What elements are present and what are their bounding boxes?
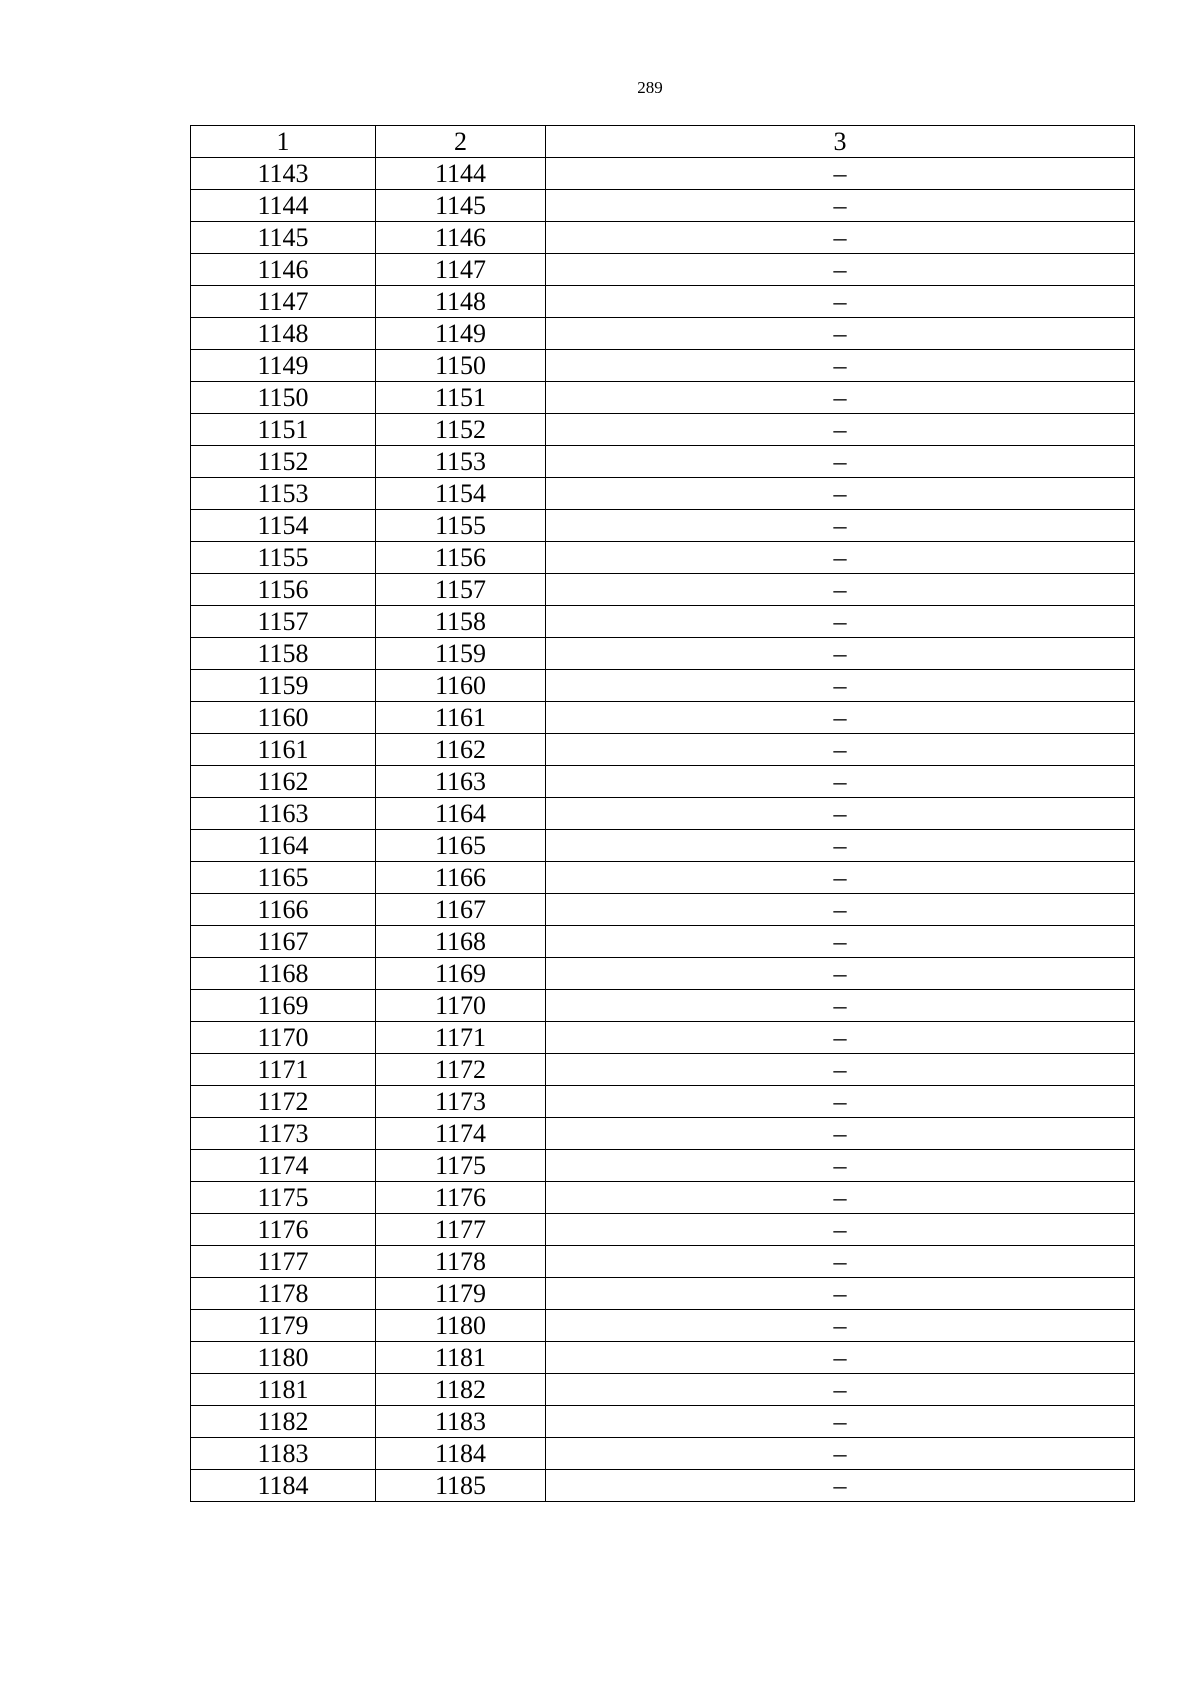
table-cell-col3: –	[546, 158, 1135, 190]
table-row	[191, 1086, 1135, 1118]
table-cell-col2: 1167	[376, 894, 546, 926]
table-cell-col1: 1182	[191, 1406, 376, 1438]
table-cell-col3: –	[546, 382, 1135, 414]
table-cell-col3: –	[546, 862, 1135, 894]
page-number: 289	[637, 78, 663, 97]
table-cell-col3: –	[546, 1054, 1135, 1086]
table-cell-col1: 1144	[191, 190, 376, 222]
table-cell-col1: 1149	[191, 350, 376, 382]
table-cell-col3: –	[546, 478, 1135, 510]
table-cell-col1: 1175	[191, 1182, 376, 1214]
table-cell-col2: 1146	[376, 222, 546, 254]
table-cell-col1: 1176	[191, 1214, 376, 1246]
table-cell-col2: 1155	[376, 510, 546, 542]
table-cell-col3: –	[546, 1246, 1135, 1278]
table-cell-col1: 1178	[191, 1278, 376, 1310]
table-cell-col3: –	[546, 414, 1135, 446]
table-row	[191, 1022, 1135, 1054]
data-table	[190, 125, 1135, 1502]
table-cell-col2: 1157	[376, 574, 546, 606]
header-cell-col1: 1	[191, 126, 376, 158]
table-cell-col1: 1181	[191, 1374, 376, 1406]
table-row	[191, 254, 1135, 286]
header-cell-col3: 3	[546, 126, 1135, 158]
table-row	[191, 1182, 1135, 1214]
table-cell-col3: –	[546, 1022, 1135, 1054]
table-cell-col2: 1158	[376, 606, 546, 638]
table-cell-col2: 1166	[376, 862, 546, 894]
table-cell-col2: 1184	[376, 1438, 546, 1470]
table-cell-col1: 1148	[191, 318, 376, 350]
table-row	[191, 350, 1135, 382]
table-cell-col2: 1154	[376, 478, 546, 510]
table-cell-col1: 1162	[191, 766, 376, 798]
table-cell-col3: –	[546, 1374, 1135, 1406]
table-row	[191, 1278, 1135, 1310]
table-cell-col2: 1144	[376, 158, 546, 190]
table-cell-col3: –	[546, 1086, 1135, 1118]
table-row	[191, 158, 1135, 190]
table-cell-col1: 1168	[191, 958, 376, 990]
table-cell-col2: 1152	[376, 414, 546, 446]
table-cell-col1: 1151	[191, 414, 376, 446]
table-cell-col3: –	[546, 1214, 1135, 1246]
table-body	[191, 158, 1135, 1502]
table-row	[191, 862, 1135, 894]
table-cell-col2: 1147	[376, 254, 546, 286]
table-cell-col3: –	[546, 766, 1135, 798]
table-cell-col1: 1156	[191, 574, 376, 606]
table-cell-col1: 1174	[191, 1150, 376, 1182]
table-row	[191, 958, 1135, 990]
table-row	[191, 702, 1135, 734]
table-cell-col1: 1172	[191, 1086, 376, 1118]
table-cell-col3: –	[546, 1470, 1135, 1502]
table-cell-col1: 1152	[191, 446, 376, 478]
table-row	[191, 1246, 1135, 1278]
table-row	[191, 1310, 1135, 1342]
table-cell-col3: –	[546, 1278, 1135, 1310]
table-cell-col2: 1180	[376, 1310, 546, 1342]
table-cell-col2: 1172	[376, 1054, 546, 1086]
table-row	[191, 382, 1135, 414]
table-cell-col3: –	[546, 798, 1135, 830]
table-cell-col1: 1177	[191, 1246, 376, 1278]
table-row	[191, 542, 1135, 574]
table-cell-col2: 1171	[376, 1022, 546, 1054]
table-cell-col3: –	[546, 222, 1135, 254]
table-cell-col3: –	[546, 1406, 1135, 1438]
table-row	[191, 1406, 1135, 1438]
table-cell-col3: –	[546, 574, 1135, 606]
table-cell-col3: –	[546, 670, 1135, 702]
table-cell-col1: 1167	[191, 926, 376, 958]
table-row	[191, 190, 1135, 222]
table-row	[191, 318, 1135, 350]
table-cell-col1: 1165	[191, 862, 376, 894]
table-cell-col3: –	[546, 254, 1135, 286]
table-cell-col3: –	[546, 926, 1135, 958]
table-cell-col1: 1159	[191, 670, 376, 702]
table-cell-col2: 1185	[376, 1470, 546, 1502]
table-cell-col3: –	[546, 1310, 1135, 1342]
table-cell-col3: –	[546, 734, 1135, 766]
table-cell-col2: 1168	[376, 926, 546, 958]
table-cell-col2: 1182	[376, 1374, 546, 1406]
table-row	[191, 1118, 1135, 1150]
table-row	[191, 478, 1135, 510]
table-cell-col2: 1163	[376, 766, 546, 798]
table-cell-col1: 1145	[191, 222, 376, 254]
table-row	[191, 1374, 1135, 1406]
table-cell-col3: –	[546, 958, 1135, 990]
header-row	[191, 126, 1135, 158]
table-row	[191, 1342, 1135, 1374]
table-row	[191, 510, 1135, 542]
table-row	[191, 1150, 1135, 1182]
table-cell-col2: 1176	[376, 1182, 546, 1214]
table-cell-col2: 1174	[376, 1118, 546, 1150]
table-row	[191, 1470, 1135, 1502]
table-row	[191, 830, 1135, 862]
table-cell-col3: –	[546, 1438, 1135, 1470]
table-row	[191, 926, 1135, 958]
table-cell-col3: –	[546, 830, 1135, 862]
table-row	[191, 574, 1135, 606]
table-cell-col2: 1170	[376, 990, 546, 1022]
table-cell-col2: 1159	[376, 638, 546, 670]
table-cell-col3: –	[546, 510, 1135, 542]
table-cell-col3: –	[546, 542, 1135, 574]
table-row	[191, 990, 1135, 1022]
table-cell-col3: –	[546, 446, 1135, 478]
table-cell-col1: 1143	[191, 158, 376, 190]
table-cell-col3: –	[546, 190, 1135, 222]
table-row	[191, 1054, 1135, 1086]
table-cell-col2: 1179	[376, 1278, 546, 1310]
table-cell-col1: 1171	[191, 1054, 376, 1086]
table-header	[191, 126, 1135, 158]
table-row	[191, 1214, 1135, 1246]
table-cell-col3: –	[546, 1182, 1135, 1214]
table-cell-col2: 1150	[376, 350, 546, 382]
table-cell-col2: 1153	[376, 446, 546, 478]
table-row	[191, 606, 1135, 638]
table-cell-col1: 1173	[191, 1118, 376, 1150]
table-cell-col3: –	[546, 894, 1135, 926]
table-cell-col2: 1162	[376, 734, 546, 766]
table-cell-col1: 1157	[191, 606, 376, 638]
table-cell-col3: –	[546, 318, 1135, 350]
table-cell-col2: 1164	[376, 798, 546, 830]
table-cell-col1: 1180	[191, 1342, 376, 1374]
table-cell-col1: 1164	[191, 830, 376, 862]
table-cell-col2: 1151	[376, 382, 546, 414]
table-cell-col1: 1150	[191, 382, 376, 414]
header-cell-col2: 2	[376, 126, 546, 158]
table-cell-col2: 1148	[376, 286, 546, 318]
table-row	[191, 734, 1135, 766]
table-row	[191, 670, 1135, 702]
table-row	[191, 446, 1135, 478]
table-cell-col3: –	[546, 1118, 1135, 1150]
table-cell-col3: –	[546, 990, 1135, 1022]
table-cell-col2: 1161	[376, 702, 546, 734]
table-cell-col2: 1183	[376, 1406, 546, 1438]
table-cell-col2: 1149	[376, 318, 546, 350]
table-cell-col2: 1177	[376, 1214, 546, 1246]
table-cell-col2: 1178	[376, 1246, 546, 1278]
table-cell-col2: 1160	[376, 670, 546, 702]
table-cell-col1: 1166	[191, 894, 376, 926]
table-row	[191, 222, 1135, 254]
table-cell-col1: 1158	[191, 638, 376, 670]
table-cell-col1: 1184	[191, 1470, 376, 1502]
table-cell-col2: 1165	[376, 830, 546, 862]
table-cell-col3: –	[546, 1342, 1135, 1374]
table-cell-col2: 1173	[376, 1086, 546, 1118]
table-row	[191, 638, 1135, 670]
table-row	[191, 1438, 1135, 1470]
table-cell-col1: 1169	[191, 990, 376, 1022]
table-cell-col1: 1183	[191, 1438, 376, 1470]
table-cell-col2: 1175	[376, 1150, 546, 1182]
table-row	[191, 286, 1135, 318]
table-row	[191, 894, 1135, 926]
table-cell-col1: 1161	[191, 734, 376, 766]
table-cell-col3: –	[546, 1150, 1135, 1182]
table-cell-col1: 1153	[191, 478, 376, 510]
table-cell-col1: 1155	[191, 542, 376, 574]
table-cell-col1: 1179	[191, 1310, 376, 1342]
table-row	[191, 414, 1135, 446]
table-cell-col1: 1163	[191, 798, 376, 830]
table-cell-col2: 1181	[376, 1342, 546, 1374]
table-cell-col1: 1160	[191, 702, 376, 734]
table-cell-col1: 1154	[191, 510, 376, 542]
table-cell-col1: 1147	[191, 286, 376, 318]
table-cell-col3: –	[546, 606, 1135, 638]
table-row	[191, 766, 1135, 798]
table-cell-col3: –	[546, 286, 1135, 318]
table-cell-col3: –	[546, 638, 1135, 670]
table-cell-col3: –	[546, 350, 1135, 382]
table-cell-col2: 1145	[376, 190, 546, 222]
table-cell-col1: 1170	[191, 1022, 376, 1054]
table-cell-col2: 1169	[376, 958, 546, 990]
table-cell-col2: 1156	[376, 542, 546, 574]
table-cell-col1: 1146	[191, 254, 376, 286]
table-row	[191, 798, 1135, 830]
table-cell-col3: –	[546, 702, 1135, 734]
